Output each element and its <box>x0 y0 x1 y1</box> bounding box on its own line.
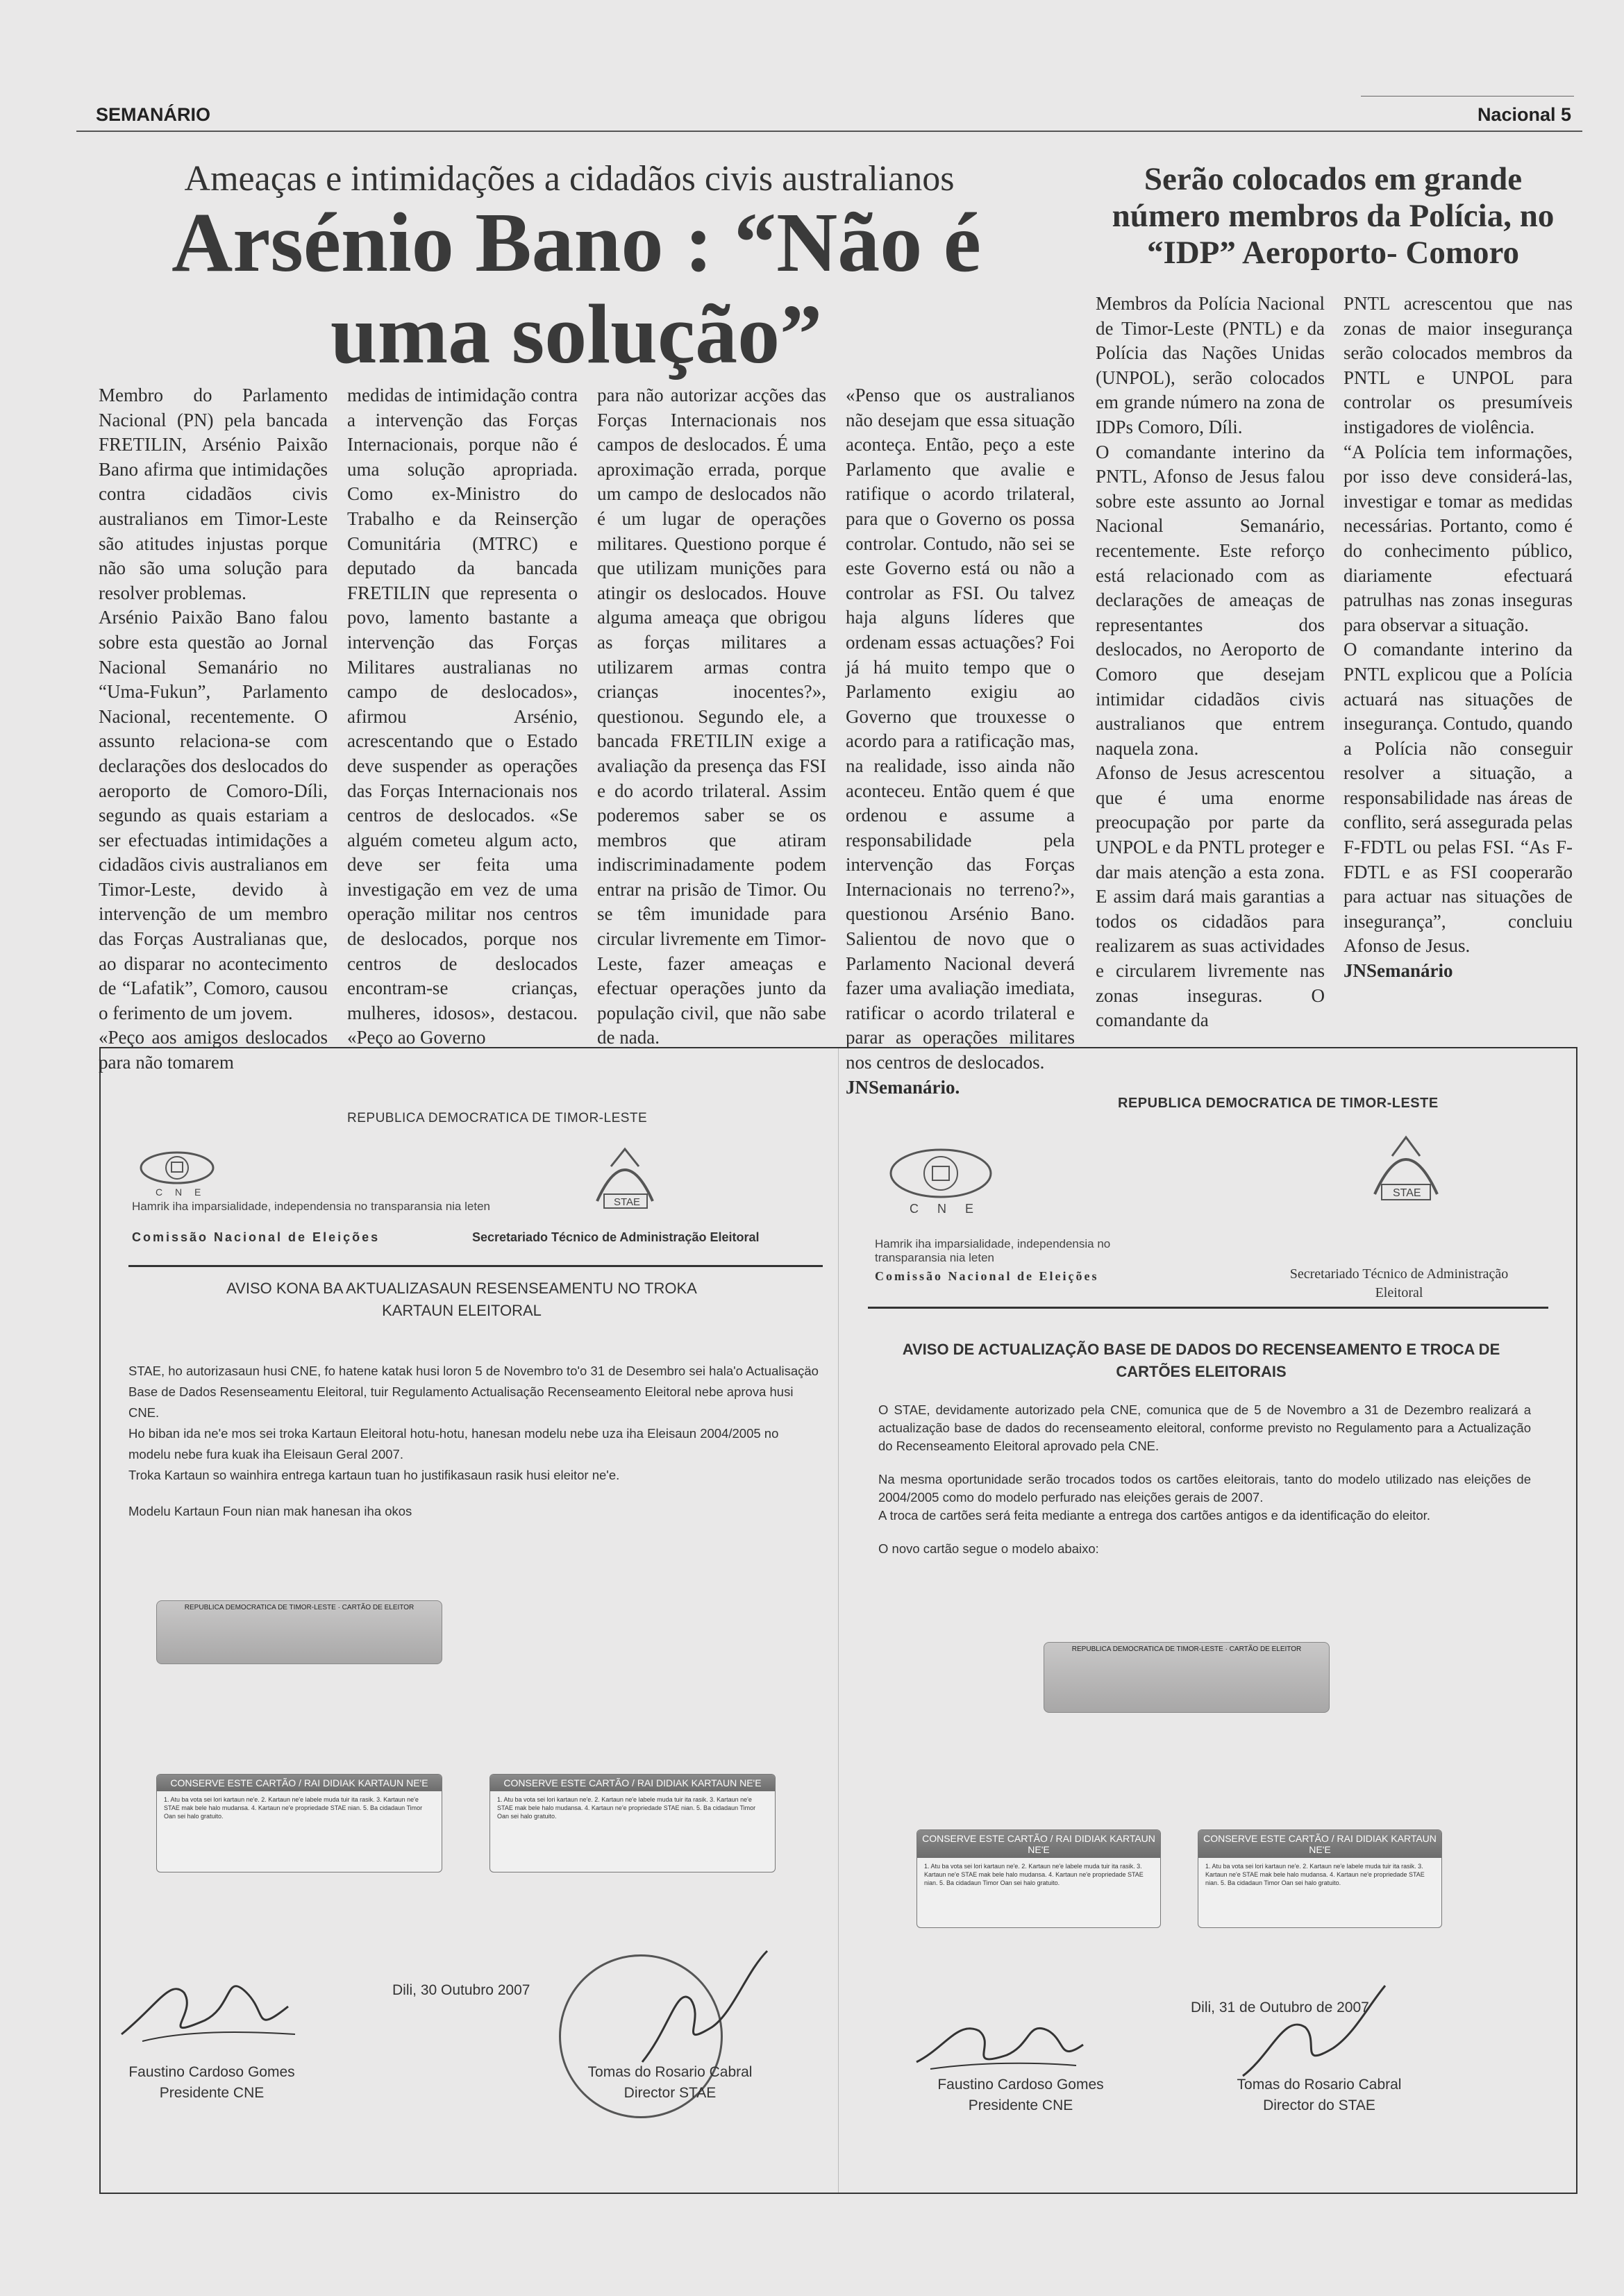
cne-name: Comissão Nacional de Eleições <box>875 1269 1099 1283</box>
paragraph: Modelu Kartaun Foun nian mak hanesan iha okos <box>128 1504 412 1518</box>
svg-text:N: N <box>937 1202 946 1216</box>
card-back-text: 1. Atu ba vota sei lori kartaun ne'e. 2. Kartaun ne'e labele muda tuir ita rasik. 3. Kartaun ne'e STAE mak bele halo mudansa. 4. Kartaun ne'e propriedade STAE nian. 5. Ba cidadaun Timor Oan sei halo gratuito. <box>924 1863 1144 1886</box>
article-column-3 <box>597 383 826 1050</box>
stae-name: Secretariado Técnico de Administração Eleitoral <box>472 1230 760 1244</box>
paragraph: Troka Kartaun so wainhira entrega kartaun tuan ho justifikasaun rasik husi eleitor ne'e. <box>128 1468 620 1482</box>
divider <box>868 1307 1548 1309</box>
paragraph: Membro do Parlamento Nacional (PN) pela bancada FRETILIN, Arsénio Paixão Bano afirma que intimidações contra cidadãos civis australianos em Timor-Leste são atitudes injustas porque não são uma solução para resolver problemas. <box>99 385 328 603</box>
notice-date: Dili, 31 de Outubro de 2007 <box>1191 2000 1369 2016</box>
header-rule <box>76 131 1582 132</box>
voter-card-back-image <box>156 1774 442 1872</box>
voter-card-front-image <box>1044 1642 1330 1713</box>
article-byline: JNSemanário. <box>846 1076 960 1098</box>
notice-title: AVISO DE ACTUALIZAÇÃO BASE DE DADOS DO RECENSEAMENTO E TROCA DE CARTÕES ELEITORAIS <box>902 1341 1500 1380</box>
paragraph: O comandante interino da PNTL, Afonso de Jesus falou sobre este assunto ao Jornal Nacional Semanário, recentemente. Este reforço está relacionado com as declarações de ameaças de representantes dos deslocados, no Aeroporto de Comoro que desejam intimidar cidadãos civis australianos que entrem naquela zona. <box>1096 441 1325 759</box>
divider <box>128 1265 823 1267</box>
side-article-byline: JNSemanário <box>1343 960 1453 982</box>
signatory-name: Faustino Cardoso Gomes <box>937 2077 1104 2093</box>
signatory-role: Presidente CNE <box>968 2097 1073 2113</box>
paragraph: Na mesma oportunidade serão trocados todos os cartões eleitorais, tanto do modelo utilizado nas eleições de 2004/2005 como do modelo perfurado nas eleições gerais de 2007. <box>878 1472 1531 1505</box>
paragraph: O STAE, devidamente autorizado pela CNE, comunica que de 5 de Novembro a 31 de Dezembro realizará a actualização base de dados do recenseamento eleitoral, conforme previsto no Regulamento para a Actualização do Recenseamento Eleitoral aprovado pela CNE. <box>878 1402 1531 1453</box>
notice-portuguese <box>840 1048 1576 2193</box>
signatory-role: Director do STAE <box>1263 2097 1375 2113</box>
card-back-title: CONSERVE ESTE CARTÃO / RAI DIDIAK KARTAUN NE'E <box>157 1775 442 1791</box>
card-back-title: CONSERVE ESTE CARTÃO / RAI DIDIAK KARTAUN NE'E <box>1198 1830 1441 1858</box>
svg-text:E: E <box>194 1187 201 1198</box>
cne-motto: Hamrik iha imparsialidade, independensia no transparansia nia leten <box>875 1237 1111 1264</box>
card-back-text: 1. Atu ba vota sei lori kartaun ne'e. 2. Kartaun ne'e labele muda tuir ita rasik. 3. Kartaun ne'e STAE mak bele halo mudansa. 4. Kartaun ne'e propriedade STAE nian. 5. Ba cidadaun Timor Oan sei halo gratuito. <box>164 1796 423 1820</box>
voter-card-back-image <box>489 1774 776 1872</box>
card-back-text: 1. Atu ba vota sei lori kartaun ne'e. 2. Kartaun ne'e labele muda tuir ita rasik. 3. Kartaun ne'e STAE mak bele halo mudansa. 4. Kartaun ne'e propriedade STAE nian. 5. Ba cidadaun Timor Oan sei halo gratuito. <box>1205 1863 1425 1886</box>
voter-card-back-image <box>916 1829 1161 1928</box>
notice-body <box>878 1401 1531 1558</box>
paragraph: Membros da Polícia Nacional de Timor-Leste (PNTL) e da Polícia das Nações Unidas (UNPOL), serão colocados em grande número na zona de IDPs Comoro, Díli. <box>1096 293 1325 437</box>
paragraph: «Penso que os australianos não desejam que essa situação aconteça. Então, peço a este Parlamento que avalie e ratifique o acordo trilateral, para que o Governo os possa controlar. Contudo, não sei se este Governo está ou não a controlar as FSI. Ou talvez haja alguns líderes que ordenam essas actuações? Foi já há muito tempo que o Parlamento exigiu ao Governo que trouxesse o acordo para a ratificação mas, na realidade, isso ainda não aconteceu. Então quem é que ordenou e assume a responsabilidade pela intervenção das Forças Internacionais no terreno?», questionou Arsénio Bano. Salientou de novo que o Parlamento Nacional deverá fazer uma avaliação imediata, ratificar o acordo trilateral e parar as operações militares nos centros de deslocados. <box>846 385 1075 1073</box>
paragraph: «Peço aos amigos deslocados para não tomarem <box>99 1027 328 1073</box>
notice-date: Dili, 30 Outubro 2007 <box>392 1982 530 1998</box>
signatory-1 <box>916 2075 1125 2116</box>
signatory-name: Tomas do Rosario Cabral <box>1237 2077 1402 2093</box>
side-article-headline: Serão colocados em grande número membros da Polícia, no “IDP” Aeroporto- Comoro <box>1112 161 1555 271</box>
article-headline: Arsénio Bano : “Não é uma solução” <box>171 196 981 381</box>
section-page: Nacional 5 <box>1477 104 1571 125</box>
signatory-role: Director STAE <box>623 2085 717 2101</box>
header-rule-top <box>1361 96 1574 97</box>
newspaper-name: SEMANÁRIO <box>96 104 211 125</box>
svg-text:E: E <box>965 1202 974 1216</box>
article-column-2 <box>347 383 578 1050</box>
paragraph: Arsénio Paixão Bano falou sobre esta questão ao Jornal Nacional Semanário no “Uma-Fukun”, Parlamento Nacional, recentemente. O assunto relaciona-se com declarações dos deslocados do aeroporto de Comoro-Díli, segundo as quais estariam a ser efectuadas intimidações a cidadãos civis australianos em Timor-Leste, devido à intervenção de um membro das Forças Australianas que, ao disparar no acontecimento de “Lafatik”, Comoro, causou o ferimento de um jovem. <box>99 607 328 1023</box>
svg-text:STAE: STAE <box>1393 1187 1421 1199</box>
svg-text:N: N <box>175 1187 183 1198</box>
signature-director-icon <box>1229 1979 1396 2090</box>
voter-card-front-image <box>156 1600 442 1664</box>
svg-text:C: C <box>156 1187 163 1198</box>
signature-president-icon <box>910 2006 1090 2083</box>
paragraph: O novo cartão segue o modelo abaixo: <box>878 1541 1099 1556</box>
cne-motto: Hamrik iha imparsialidade, independensia no transparansia nia leten <box>132 1200 490 1213</box>
svg-text:STAE: STAE <box>614 1196 641 1208</box>
cne-logo-icon <box>889 1142 993 1218</box>
article-column-4 <box>846 383 1075 1100</box>
notice-tetum <box>101 1048 837 2193</box>
article-column-1 <box>99 383 328 1075</box>
paragraph: medidas de intimidação contra a intervenção das Forças Internacionais, porque não é uma solução apropriada. Como ex-Ministro do Trabalho e da Reinserção Comunitária (MTRC) e deputado da bancada FRETILIN que representa o povo, lamento bastante a intervenção das Forças Militares australianas no campo de deslocados», afirmou Arsénio, acrescentando que o Estado deve suspender as operações das Forças Internacionais nos centros de deslocados. «Se alguém cometeu algum acto, deve ser feita uma investigação em vez de uma operação militar nos centros de deslocados, porque nos centros de deslocados encontram-se crianças, mulheres, idosos», destacou. «Peço ao Governo <box>347 385 578 1048</box>
card-back-title: CONSERVE ESTE CARTÃO / RAI DIDIAK KARTAUN NE'E <box>917 1830 1160 1858</box>
stae-name: Secretariado Técnico de Administração Eleitoral <box>1289 1266 1509 1300</box>
paragraph: Ho biban ida ne'e mos sei troka Kartaun Eleitoral hotu-hotu, hanesan modelu nebe uza iha Eleisaun 2004/2005 no modelu nebe fura kuak iha Eleisaun Geral 2007. <box>128 1426 779 1461</box>
stae-logo-icon <box>576 1146 673 1222</box>
article-kicker: Ameaças e intimidações a cidadãos civis australianos <box>184 159 955 199</box>
signature-president-icon <box>115 1965 309 2055</box>
signatory-2 <box>1215 2075 1423 2116</box>
notice-body <box>128 1361 823 1522</box>
signatory-name: Faustino Cardoso Gomes <box>128 2064 295 2080</box>
card-back-title: CONSERVE ESTE CARTÃO / RAI DIDIAK KARTAUN NE'E <box>490 1775 775 1791</box>
card-back-text: 1. Atu ba vota sei lori kartaun ne'e. 2. Kartaun ne'e labele muda tuir ita rasik. 3. Kartaun ne'e STAE mak bele halo mudansa. 4. Kartaun ne'e propriedade STAE nian. 5. Ba cidadaun Timor Oan sei halo gratuito. <box>497 1796 756 1820</box>
paragraph: PNTL acrescentou que nas zonas de maior insegurança serão colocados membros da PNTL e UNPOL para controlar os presumíveis instigadores de violência. <box>1343 293 1573 437</box>
card-title: REPUBLICA DEMOCRATICA DE TIMOR-LESTE · CARTÃO DE ELEITOR <box>1071 1645 1302 1653</box>
stae-logo-icon <box>1354 1132 1458 1215</box>
paragraph: Afonso de Jesus acrescentou que é uma enorme preocupação por parte da UNPOL e da PNTL proteger e dar mais atenção a esta zona. E assim dará mais garantias a todos os cidadãos para realizarem as suas actividades e circularem livremente nas zonas inseguras. O comandante da <box>1096 762 1325 1031</box>
svg-text:C: C <box>910 1202 919 1216</box>
card-title: REPUBLICA DEMOCRATICA DE TIMOR-LESTE · CARTÃO DE ELEITOR <box>184 1604 415 1611</box>
side-article-column-1 <box>1096 292 1325 1033</box>
republic-title: REPUBLICA DEMOCRATICA DE TIMOR-LESTE <box>347 1111 648 1125</box>
signatory-name: Tomas do Rosario Cabral <box>587 2064 753 2080</box>
paragraph: para não autorizar acções das Forças Internacionais nos campos de deslocados. É uma aproximação errada, porque um campo de deslocados não é um lugar de operações militares. Questiono porque é que utilizam munições para atingir os deslocados. Houve alguma ameaça que obrigou as forças militares a utilizarem armas contra crianças inocentes?», questionou. Segundo ele, a bancada FRETILIN exige a avaliação da presença das FSI e do acordo trilateral. Assim poderemos saber se os membros que atiram indiscriminadamente podem entrar na prisão de Timor. Ou se têm imunidade para circular livremente em Timor-Leste, fazer ameaças e efectuar operações junto da população civil, que não sabe de nada. <box>597 385 826 1048</box>
signatory-2 <box>566 2062 774 2104</box>
republic-title: REPUBLICA DEMOCRATICA DE TIMOR-LESTE <box>1118 1096 1439 1111</box>
paragraph: A troca de cartões será feita mediante a entrega dos cartões antigos e da identificação do eleitor. <box>878 1508 1430 1523</box>
cne-name: Comissão Nacional de Eleições <box>132 1230 380 1244</box>
cne-logo-icon <box>139 1146 215 1201</box>
voter-card-back-image <box>1198 1829 1442 1928</box>
side-article-column-2 <box>1343 292 1573 984</box>
paragraph: STAE, ho autorizasaun husi CNE, fo hatene katak husi loron 5 de Novembro to'o 31 de Desembro sei hala'o Actualisaçäo Base de Dados Resenseamentu Eleitoral, tuir Regulamento Actualisação Recenseamento Eleitoral nebe aprova husi CNE. <box>128 1364 819 1420</box>
election-notice-ad <box>99 1047 1577 2194</box>
paragraph: “A Polícia tem informações, por isso deve considerá-las, investigar e tomar as medidas necessárias. Portanto, como é do conhecimento público, diariamente efectuará patrulhas nas zonas inseguras para observar a situação. <box>1343 441 1573 635</box>
signatory-1 <box>108 2062 316 2104</box>
paragraph: O comandante interino da PNTL explicou que a Polícia actuará nas situações de insegurança. Contudo, quando a Polícia não conseguir resolver a situação, a responsabilidade nas áreas de conflito, será assegurada pelas F-FDTL ou pelas FSI. “As F-FDTL e as FSI cooperarão para actuar nas situações de insegurança”, concluiu Afonso de Jesus. <box>1343 639 1573 957</box>
signatory-role: Presidente CNE <box>159 2085 265 2101</box>
notice-divider <box>838 1048 839 2193</box>
notice-title: AVISO KONA BA AKTUALIZASAUN RESENSEAMENTU NO TROKA KARTAUN ELEITORAL <box>226 1280 697 1319</box>
